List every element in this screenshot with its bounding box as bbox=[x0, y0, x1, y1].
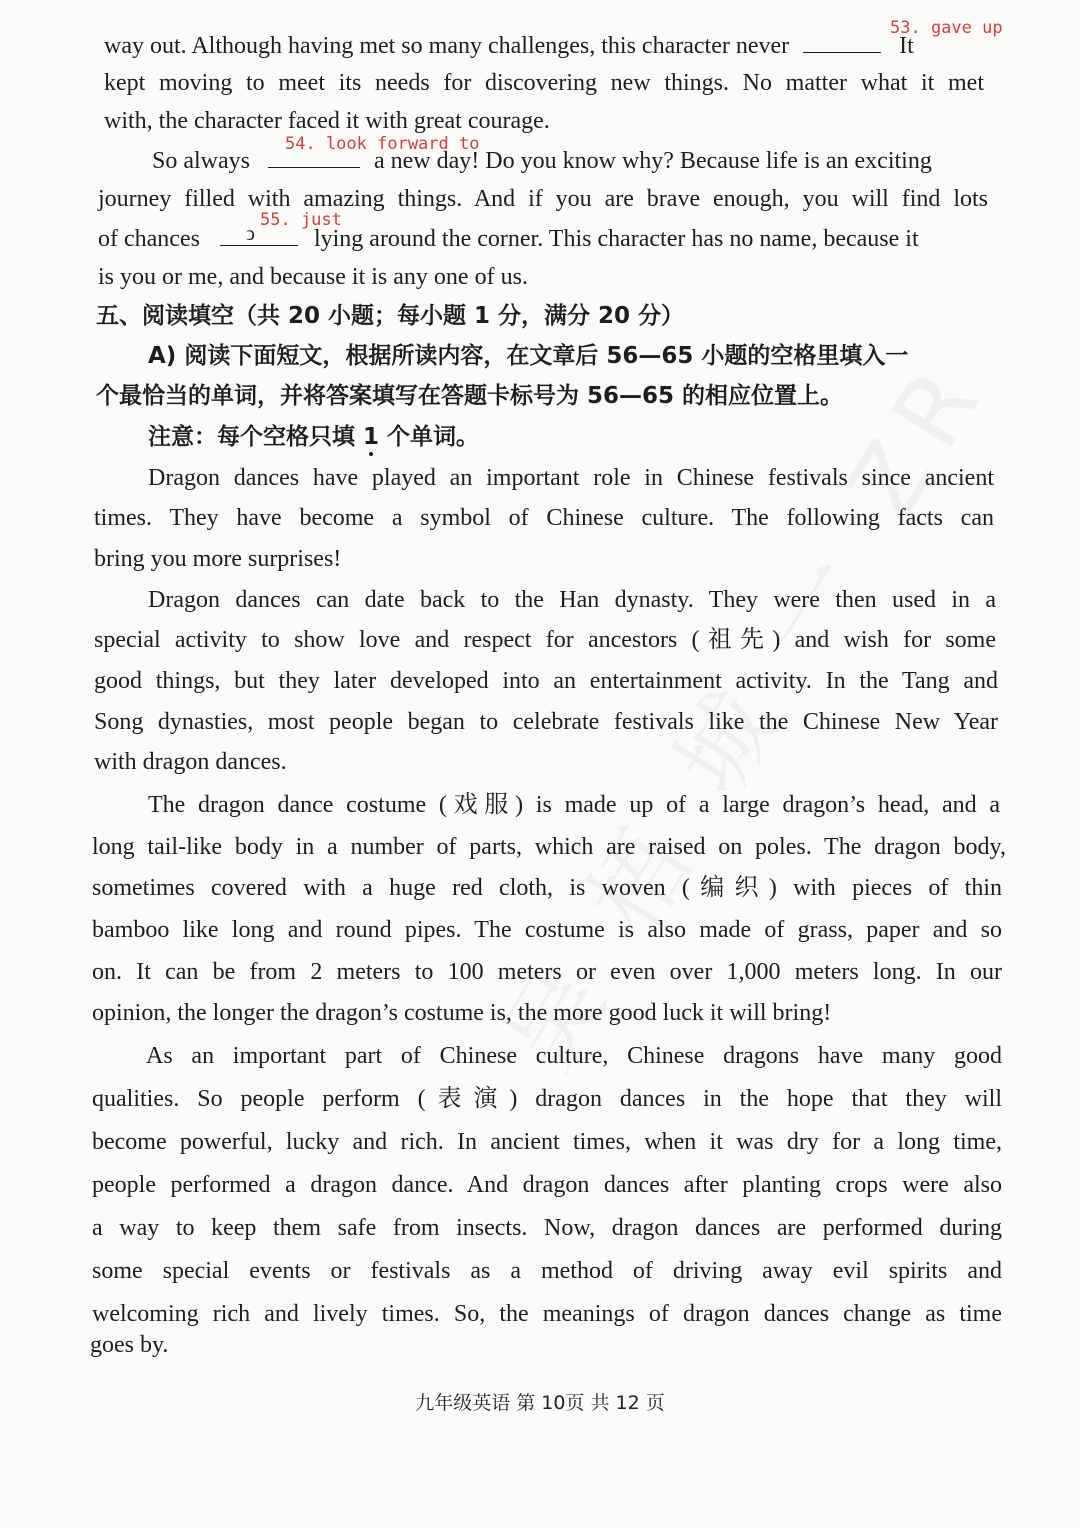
article-p2-line-3: good things, but they later developed into an entertainment activity. In the Tang and bbox=[94, 668, 998, 694]
article-p4-line-6: some special events or festivals as a method of driving away evil spirits and bbox=[92, 1258, 1002, 1284]
article-p3-line-1: The dragon dance costume (戏服) is made up of a large dragon’s head, and a bbox=[148, 792, 1000, 818]
blank-55: ↄ bbox=[220, 223, 298, 246]
article-p4-line-4: people performed a dragon dance. And dragon dances after planting crops were also bbox=[92, 1172, 1002, 1198]
article-p4-line-7: welcoming rich and lively times. So, the meanings of dragon dances change as time bbox=[92, 1301, 1002, 1327]
article-p3-line-4: bamboo like long and round pipes. The costume is also made of grass, paper and so bbox=[92, 917, 1002, 943]
section-instruction-line-1: A) 阅读下面短文，根据所读内容，在文章后 56—65 小题的空格里填入一 bbox=[148, 343, 909, 369]
article-p3-line-6: opinion, the longer the dragon’s costume is, the more good luck it will bring! bbox=[92, 1000, 832, 1026]
article-p4-line-3: become powerful, lucky and rich. In ancient times, when it was dry for a long time, bbox=[92, 1129, 1002, 1155]
article-p4-line-2: qualities. So people perform (表演) dragon dances in the hope that they will bbox=[92, 1086, 1002, 1112]
page-footer: 九年级英语 第 10页 共 12 页 bbox=[415, 1392, 665, 1414]
section-heading: 五、阅读填空（共 20 小题；每小题 1 分，满分 20 分） bbox=[96, 303, 685, 329]
passage-line-1: way out. Although having met so many challenges, this character never It bbox=[104, 30, 984, 61]
article-p1-line-2: times. They have become a symbol of Chinese culture. The following facts can bbox=[94, 505, 994, 531]
article-p2-line-1: Dragon dances can date back to the Han dynasty. They were then used in a bbox=[148, 587, 996, 613]
passage-line-6: of chances ↄ lying around the corner. This character has no name, because it bbox=[98, 223, 919, 252]
passage-line-4: So always a new day! Do you know why? Because life is an exciting bbox=[152, 145, 986, 176]
article-p1-line-1: Dragon dances have played an important role in Chinese festivals since ancient bbox=[148, 465, 994, 491]
blank-54 bbox=[268, 145, 360, 168]
article-p3-line-3: sometimes covered with a huge red cloth, is woven (编织) with pieces of thin bbox=[92, 875, 1002, 901]
passage-line-3: with, the character faced it with great courage. bbox=[104, 108, 550, 134]
passage-line-5: journey filled with amazing things. And if you are brave enough, you will find lots bbox=[98, 186, 988, 212]
article-p4-line-1: As an important part of Chinese culture, Chinese dragons have many good bbox=[146, 1043, 1002, 1069]
article-p2-line-2: special activity to show love and respect for ancestors (祖先) and wish for some bbox=[94, 627, 996, 653]
article-p1-line-3: bring you more surprises! bbox=[94, 546, 342, 572]
answer-annotation-53: 53. gave up bbox=[890, 18, 1003, 38]
article-p3-line-2: long tail-like body in a number of parts, which are raised on poles. The dragon body, bbox=[92, 834, 1006, 860]
article-p2-line-4: Song dynasties, most people began to celebrate festivals like the Chinese New Year bbox=[94, 709, 998, 735]
passage-line-7: is you or me, and because it is any one of us. bbox=[98, 264, 528, 290]
blank-53 bbox=[803, 30, 881, 53]
section-instruction-line-2: 个最恰当的单词，并将答案填写在答题卡标号为 56—65 的相应位置上。 bbox=[96, 383, 844, 409]
answer-annotation-55: 55. just bbox=[260, 210, 342, 230]
article-p4-line-8: goes by. bbox=[90, 1332, 169, 1358]
passage-line-2: kept moving to meet its needs for discovering new things. No matter what it met bbox=[104, 70, 984, 96]
article-p2-line-5: with dragon dances. bbox=[94, 749, 287, 775]
article-p3-line-5: on. It can be from 2 meters to 100 meters or even over 1,000 meters long. In our bbox=[92, 959, 1002, 985]
article-p4-line-5: a way to keep them safe from insects. Now, dragon dances are performed during bbox=[92, 1215, 1002, 1241]
answer-annotation-54: 54. look forward to bbox=[285, 134, 480, 154]
section-note: 注意：每个空格只填 1 个单词。 bbox=[148, 424, 480, 450]
